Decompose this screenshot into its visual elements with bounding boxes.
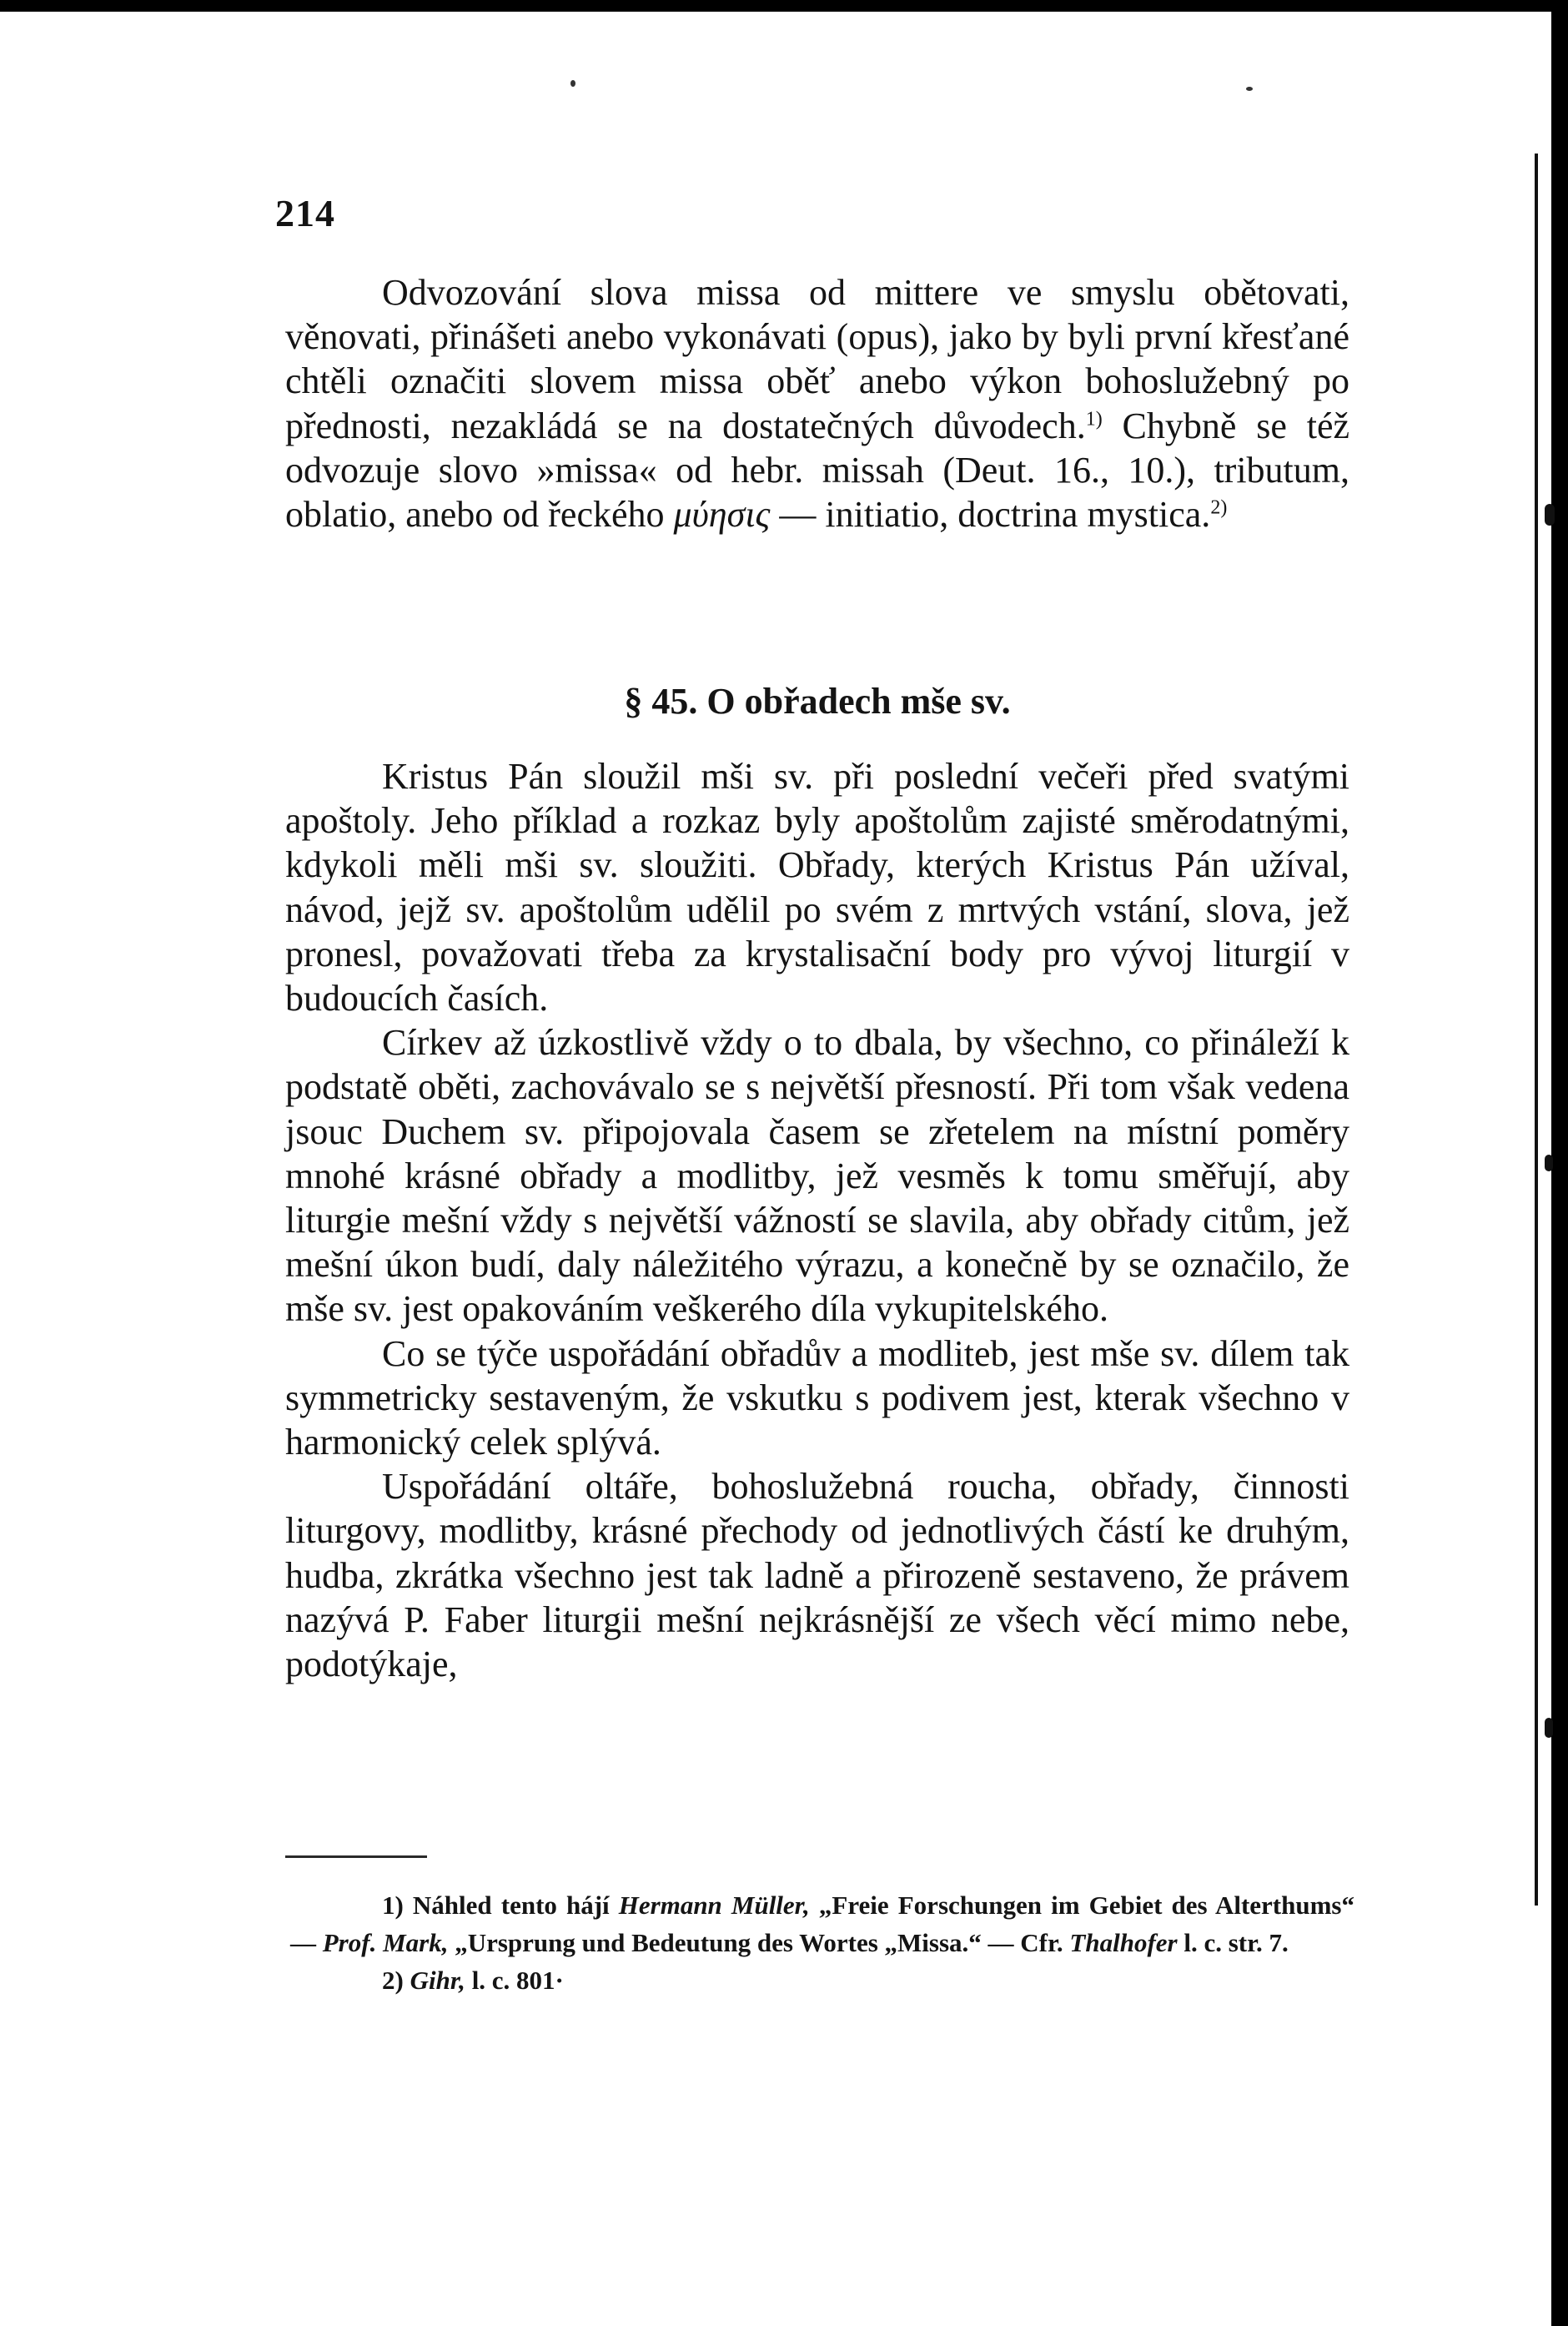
body-paragraph: Kristus Pán sloužil mši sv. při poslední večeři před svatými apoštoly. Jeho příklad a rozkaz byly apoštolům zajisté směrodatnými, kdykoli měli mši sv. sloužiti. Obřady, kterých Kristus Pán užíval, návod, jejž sv. apoštolům udělil po svém z mrtvých vstání, slova, jež pronesl, považovati třeba za krystalisační body pro vývoj liturgií v budoucích časích.	[285, 756, 1349, 1020]
page-number: 214	[275, 192, 335, 234]
scan-speck	[570, 80, 575, 87]
page-edge-shadow	[1535, 154, 1538, 1906]
edge-blot	[1545, 1718, 1553, 1738]
footnote-separator	[285, 1855, 427, 1858]
body-paragraph: Co se týče uspořádání obřadův a modliteb, jest mše sv. dílem tak symmetricky sestaveným, že vskutku s podivem jest, kterak všechno v harmonický celek splývá.	[285, 1332, 1349, 1463]
section-body	[285, 754, 1349, 1686]
opening-paragraph: Odvozování slova missa od mittere ve smyslu obětovati, věnovati, přinášeti anebo vykonávati (opus), jako by byli první křesťané chtěli označiti slovem missa oběť anebo výkon bohoslužebný po přednosti, nezakládá se na dostatečných důvodech.$^{1)}$ Chybně se též odvozuje slovo »missa« od hebr. missah (Deut. 16., 10.), tributum, oblatio, anebo od řeckého μύησις — initiatio, doctrina mystica.$^{2)}$	[285, 272, 1349, 536]
book-page	[0, 12, 1551, 2326]
footnote-2: 2) Gihr, l. c. 801·	[382, 1966, 564, 1995]
scan-speck	[1246, 87, 1253, 91]
body-paragraph: Uspořádání oltáře, bohoslužebná roucha, obřady, činnosti liturgovy, modlitby, krásné přechody od jednotlivých částí ke druhým, hudba, zkrátka všechno jest tak ladně a přirozeně sestaveno, že právem nazývá P. Faber liturgii mešní nejkrásnější ze všech věcí mimo nebe, podotýkaje,	[285, 1466, 1349, 1685]
footnote-ref-1: 1)	[1085, 407, 1103, 430]
opening-paragraph-block	[285, 270, 1349, 536]
edge-blot	[1545, 1155, 1553, 1171]
greek-word: μύησις	[673, 494, 771, 536]
footnote-ref-2: 2)	[1210, 496, 1228, 519]
edge-blot	[1545, 504, 1555, 526]
section-heading: § 45. O obřadech mše sv.	[624, 681, 1011, 722]
body-paragraph: Církev až úzkostlivě vždy o to dbala, by všechno, co přináleží k podstatě oběti, zachovávalo se s největší přesností. Při tom však vedena jsouc Duchem sv. připojovala časem se zřetelem na místní poměry mnohé krásné obřady a modlitby, jež vesměs k tomu směřují, aby liturgie mešní vždy s největší vážností se slavila, aby obřady citům, jež mešní úkon budí, daly náležitého výrazu, a konečně by se označilo, že mše sv. jest opakováním veškerého díla vykupitelského.	[285, 1022, 1349, 1330]
footnote-1: 1) Náhled tento hájí Hermann Müller, „Freie Forschungen im Gebiet des Alterthums“ — Prof. Mark, „Ursprung und Bedeutung des Wortes „Missa.“ — Cfr. Thalhofer l. c. str. 7.	[290, 1891, 1354, 1957]
footnotes	[290, 1886, 1354, 1999]
